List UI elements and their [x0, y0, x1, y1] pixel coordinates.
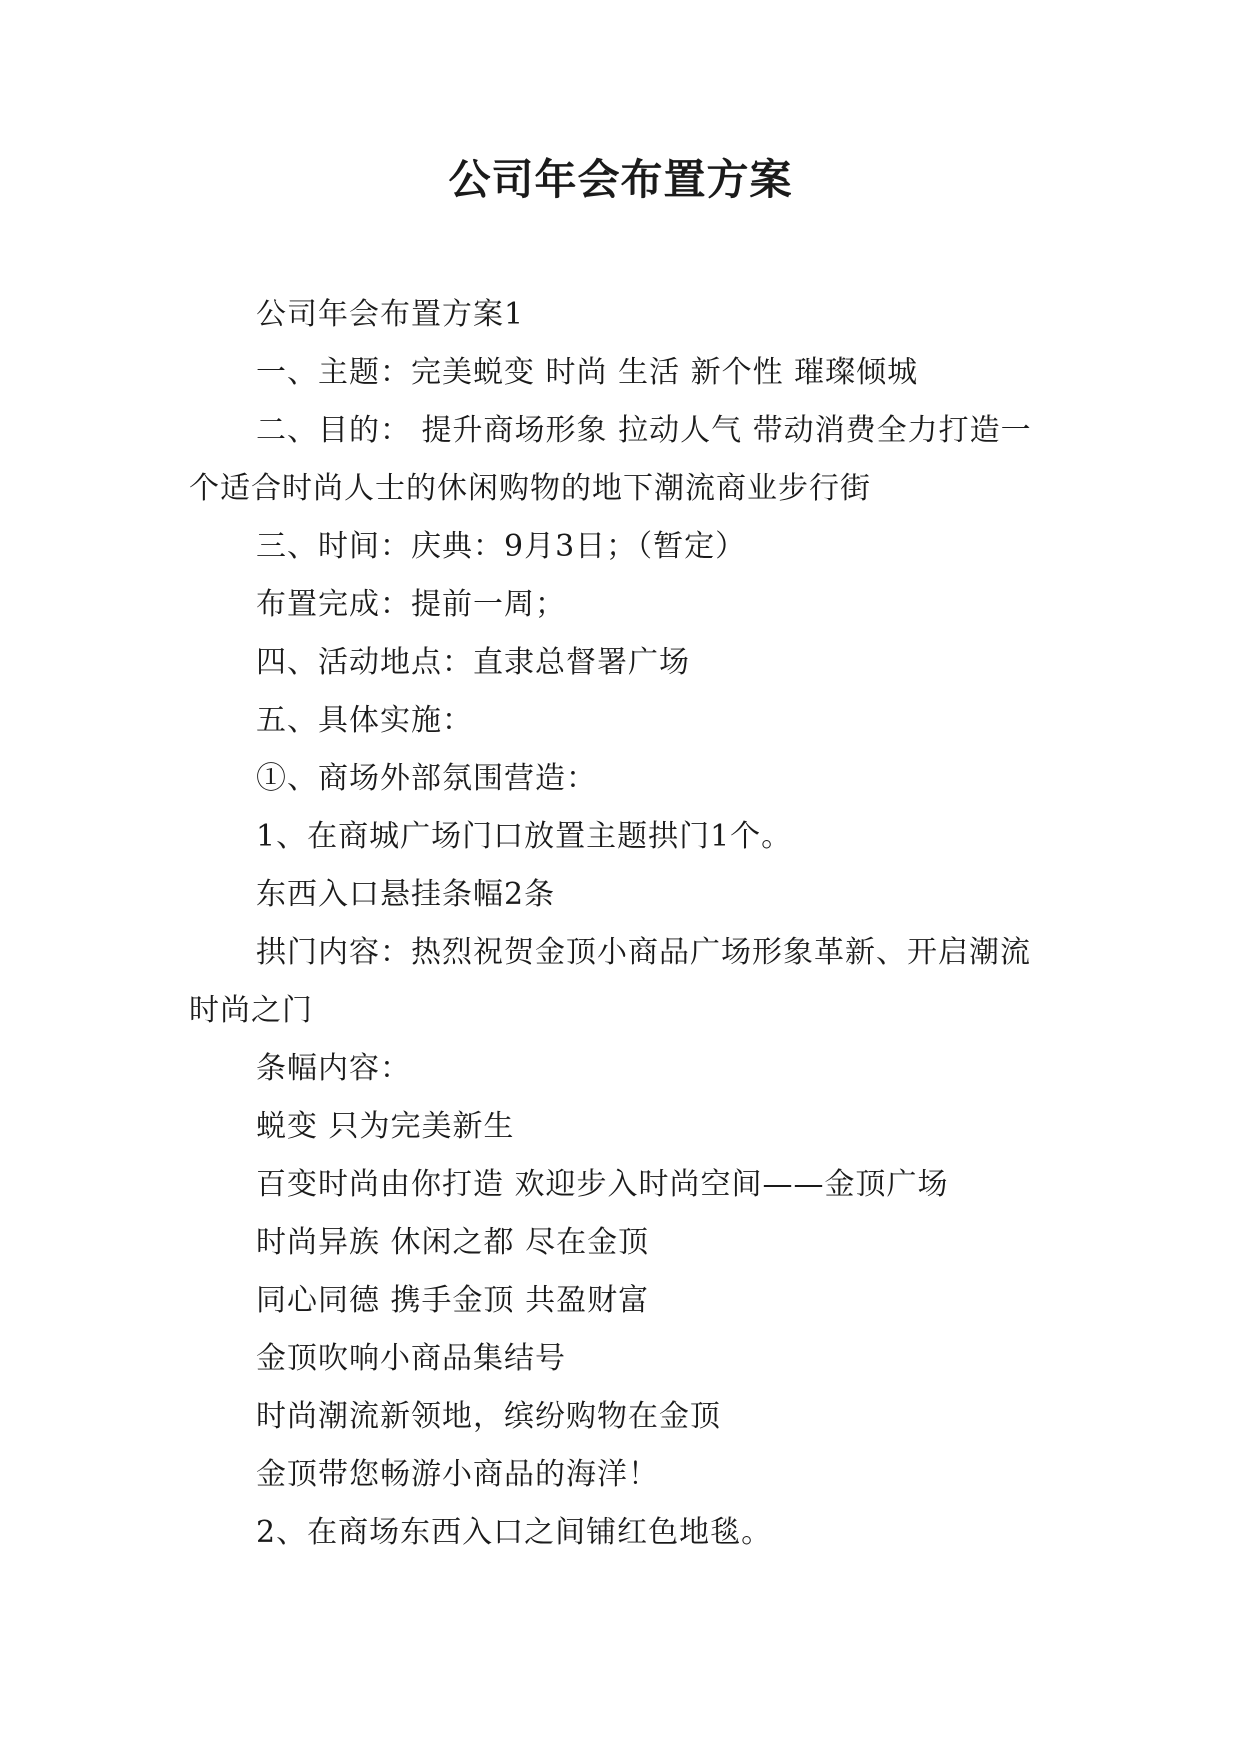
paragraph-time: 三、时间：庆典：9月3日；（暂定） [256, 529, 747, 564]
paragraph-slogan-4: 同心同德 携手金顶 共盈财富 [256, 1283, 650, 1318]
paragraph-item-2: 2、在商场东西入口之间铺红色地毯。 [256, 1515, 773, 1550]
document-body [189, 286, 1057, 1562]
paragraph-banners: 东西入口悬挂条幅2条 [256, 877, 556, 912]
paragraph-location: 四、活动地点：直隶总督署广场 [256, 645, 690, 680]
paragraph-slogan-2: 百变时尚由你打造 欢迎步入时尚空间——金顶广场 [256, 1167, 949, 1202]
paragraph-purpose: 二、目的： 提升商场形象 拉动人气 带动消费全力打造一个适合时尚人士的休闲购物的地下潮流商业步行街 [189, 413, 1032, 506]
document-title: 公司年会布置方案 [448, 155, 793, 204]
paragraph-setup-complete: 布置完成：提前一周； [256, 587, 566, 622]
paragraph-slogan-7: 金顶带您畅游小商品的海洋！ [256, 1457, 659, 1492]
paragraph-exterior-atmosphere: ①、商场外部氛围营造： [256, 761, 597, 796]
paragraph-arch-content: 拱门内容：热烈祝贺金顶小商品广场形象革新、开启潮流时尚之门 [189, 935, 1031, 1028]
paragraph-implementation: 五、具体实施： [256, 703, 473, 738]
paragraph-slogan-6: 时尚潮流新领地，缤纷购物在金顶 [256, 1399, 721, 1434]
paragraph-slogan-5: 金顶吹响小商品集结号 [256, 1341, 566, 1376]
paragraph-item-1: 1、在商城广场门口放置主题拱门1个。 [256, 819, 793, 854]
paragraph-slogan-1: 蜕变 只为完美新生 [256, 1109, 515, 1144]
paragraph-banner-content: 条幅内容： [256, 1051, 411, 1086]
paragraph-slogan-3: 时尚异族 休闲之都 尽在金顶 [256, 1225, 650, 1260]
paragraph-theme: 一、主题：完美蜕变 时尚 生活 新个性 璀璨倾城 [256, 355, 919, 390]
paragraph-heading-1: 公司年会布置方案1 [256, 297, 525, 332]
